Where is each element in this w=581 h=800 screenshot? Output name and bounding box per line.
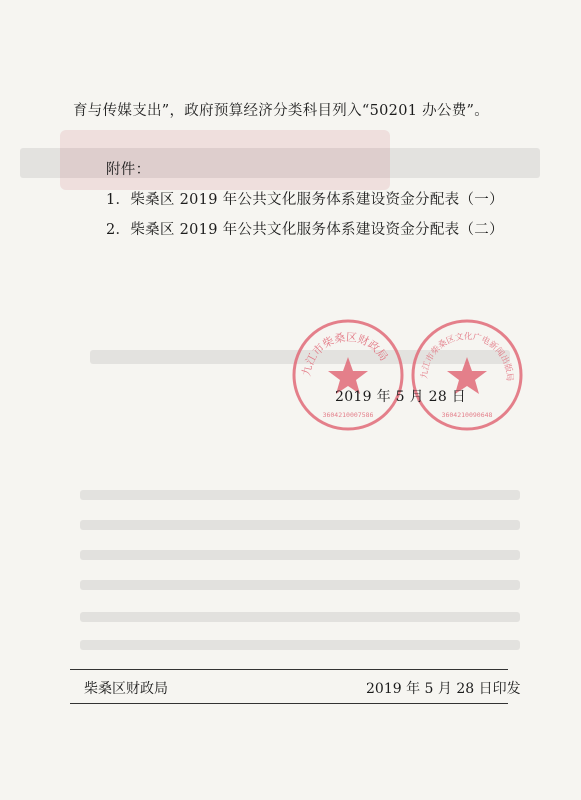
body-line-1: 育与传媒支出”，政府预算经济分类科目列入“50201 办公费”。 (73, 103, 490, 119)
seal-right (409, 317, 525, 433)
seal-right-text: 九江市柴桑区文化广电新闻出版局 (419, 331, 515, 382)
signature-date: 2019 年 5 月 28 日 (335, 389, 467, 405)
attachment-item-2: 2．柴桑区 2019 年公共文化服务体系建设资金分配表（二） (106, 222, 504, 238)
attachment-item-1: 1．柴桑区 2019 年公共文化服务体系建设资金分配表（一） (106, 192, 504, 208)
footer-issuer: 柴桑区财政局 (84, 681, 168, 697)
footer-top-rule (70, 669, 508, 670)
seal-left (290, 317, 406, 433)
seal-left-number: 3604210007586 (322, 411, 374, 419)
seal-right-number: 3604210090648 (441, 411, 493, 419)
footer-printed-date: 2019 年 5 月 28 日印发 (366, 681, 521, 697)
attachments-label: 附件： (106, 162, 151, 178)
seal-left-text: 九江市柴桑区财政局 (299, 330, 391, 378)
footer-bottom-rule (70, 703, 508, 704)
